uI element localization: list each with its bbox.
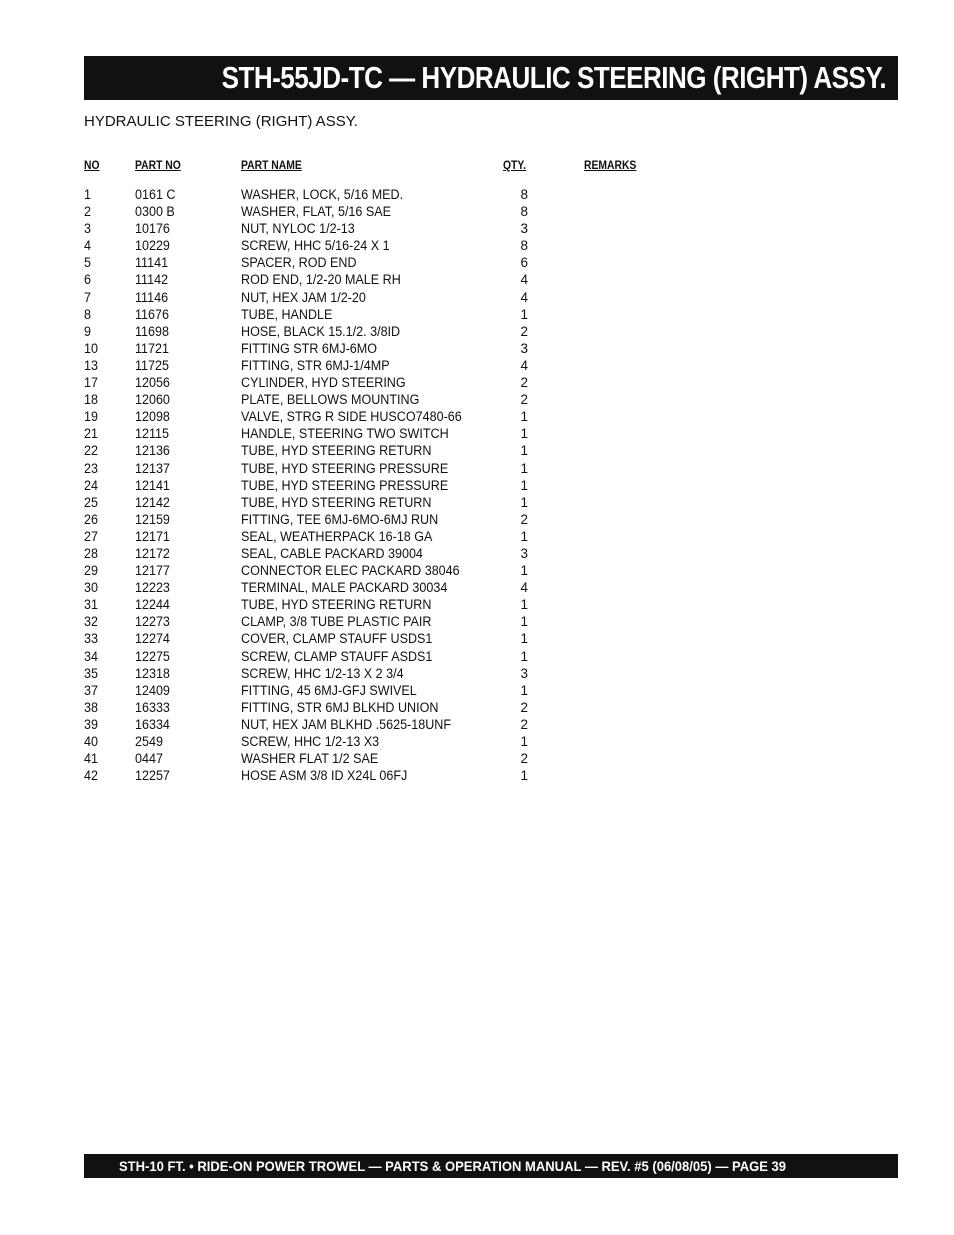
parts-list (0, 186, 954, 784)
part-number-index: 1 (84, 187, 91, 202)
part-number-index: 30 (84, 580, 98, 596)
part-number: 12274 (135, 631, 170, 647)
part-quantity: 3 (520, 340, 528, 356)
part-number-index: 22 (84, 443, 98, 459)
table-row (0, 237, 954, 254)
part-quantity: 2 (520, 375, 528, 391)
table-row (0, 716, 954, 733)
table-row (0, 648, 954, 665)
part-quantity: 1 (520, 734, 528, 749)
part-quantity: 1 (520, 768, 528, 784)
part-number-index: 7 (84, 289, 91, 305)
part-number: 12172 (135, 545, 170, 561)
table-row (0, 699, 954, 716)
part-quantity: 1 (520, 682, 528, 698)
part-number-index: 28 (84, 545, 98, 561)
table-row (0, 477, 954, 494)
column-header-remarks: REMARKS (584, 160, 637, 172)
part-number-index: 33 (84, 631, 98, 647)
part-quantity: 1 (520, 306, 528, 322)
part-number-index: 10 (84, 340, 98, 356)
part-number: 12318 (135, 665, 170, 681)
part-quantity: 1 (520, 460, 528, 476)
part-number-index: 9 (84, 323, 91, 339)
page-footer-bar (84, 1154, 898, 1178)
part-name: FITTING, TEE 6MJ-6MO-6MJ RUN (241, 511, 439, 527)
part-quantity: 2 (520, 392, 528, 408)
part-name: WASHER, FLAT, 5/16 SAE (241, 204, 392, 220)
part-name: FITTING STR 6MJ-6MO (241, 340, 378, 356)
part-quantity: 4 (520, 289, 528, 305)
part-number-index: 29 (84, 563, 98, 579)
part-number: 11141 (135, 255, 169, 271)
part-number: 12171 (135, 528, 170, 544)
part-number-index: 17 (84, 375, 98, 391)
part-quantity: 4 (520, 580, 528, 596)
part-number: 12060 (135, 392, 170, 408)
part-number-index: 23 (84, 460, 98, 476)
part-number: 0447 (135, 751, 163, 767)
part-number: 12409 (135, 682, 170, 698)
part-number-index: 35 (84, 665, 98, 681)
table-row (0, 579, 954, 596)
part-number: 11146 (135, 289, 169, 305)
part-number: 12273 (135, 614, 170, 630)
part-number: 2549 (135, 734, 163, 749)
part-number-index: 39 (84, 716, 98, 732)
table-row (0, 340, 954, 357)
table-row (0, 408, 954, 425)
part-name: TUBE, HYD STEERING PRESSURE (241, 460, 449, 476)
table-row (0, 511, 954, 528)
part-number-index: 8 (84, 306, 91, 322)
part-number-index: 41 (84, 751, 98, 767)
table-row (0, 562, 954, 579)
table-row (0, 391, 954, 408)
part-number: 12098 (135, 409, 170, 425)
page-footer: STH-10 FT. • RIDE-ON POWER TROWEL — PARTS & OPERATION MANUAL — REV. #5 (06/08/05) — PAGE 39 (119, 1158, 787, 1174)
table-row (0, 289, 954, 306)
part-quantity: 8 (520, 204, 528, 220)
part-name: WASHER, LOCK, 5/16 MED. (241, 187, 404, 202)
table-row (0, 460, 954, 477)
part-name: HOSE ASM 3/8 ID X24L 06FJ (241, 768, 408, 784)
part-number-index: 25 (84, 494, 98, 510)
column-header-qty: QTY. (503, 160, 527, 172)
part-number-index: 26 (84, 511, 98, 527)
part-quantity: 2 (520, 699, 528, 715)
part-quantity: 1 (520, 494, 528, 510)
part-number: 16333 (135, 699, 170, 715)
part-name: CONNECTOR ELEC PACKARD 38046 (241, 563, 460, 579)
part-number-index: 3 (84, 221, 91, 237)
part-number: 12141 (135, 477, 170, 493)
part-quantity: 2 (520, 751, 528, 767)
section-subtitle: HYDRAULIC STEERING (RIGHT) ASSY. (84, 113, 358, 130)
part-number: 12115 (135, 426, 169, 442)
part-quantity: 6 (520, 255, 528, 271)
column-header-no: NO (84, 160, 100, 172)
part-name: TUBE, HYD STEERING RETURN (241, 443, 432, 459)
part-number-index: 31 (84, 597, 98, 613)
part-number: 11698 (135, 323, 169, 339)
part-number-index: 4 (84, 238, 91, 254)
part-quantity: 1 (520, 614, 528, 630)
part-name: COVER, CLAMP STAUFF USDS1 (241, 631, 433, 647)
part-quantity: 4 (520, 272, 528, 288)
part-number-index: 34 (84, 648, 98, 664)
part-name: FITTING, STR 6MJ BLKHD UNION (241, 699, 439, 715)
part-number: 11142 (135, 272, 169, 288)
page-title: STH-55JD-TC — HYDRAULIC STEERING (RIGHT) ASSY. (221, 60, 886, 95)
part-name: FITTING, STR 6MJ-1/4MP (241, 357, 390, 373)
table-row (0, 323, 954, 340)
part-number-index: 37 (84, 682, 98, 698)
part-number-index: 2 (84, 204, 91, 220)
part-name: VALVE, STRG R SIDE HUSCO7480-66 (241, 409, 462, 425)
part-number-index: 38 (84, 699, 98, 715)
part-name: SCREW, HHC 1/2-13 X3 (241, 734, 380, 749)
part-name: CYLINDER, HYD STEERING (241, 375, 406, 391)
part-name: WASHER FLAT 1/2 SAE (241, 751, 379, 767)
table-row (0, 203, 954, 220)
part-name: TUBE, HYD STEERING RETURN (241, 597, 432, 613)
table-row (0, 733, 954, 750)
part-number: 12275 (135, 648, 170, 664)
part-name: TERMINAL, MALE PACKARD 30034 (241, 580, 448, 596)
part-number-index: 40 (84, 734, 98, 749)
part-number: 11676 (135, 306, 169, 322)
table-row (0, 596, 954, 613)
part-number: 12177 (135, 563, 170, 579)
part-quantity: 1 (520, 426, 528, 442)
part-number: 12136 (135, 443, 170, 459)
part-name: CLAMP, 3/8 TUBE PLASTIC PAIR (241, 614, 432, 630)
part-quantity: 3 (520, 221, 528, 237)
part-name: ROD END, 1/2-20 MALE RH (241, 272, 401, 288)
table-row (0, 545, 954, 562)
part-quantity: 1 (520, 409, 528, 425)
table-row (0, 528, 954, 545)
part-quantity: 1 (520, 631, 528, 647)
part-quantity: 4 (520, 357, 528, 373)
column-header-part-name: PART NAME (241, 160, 302, 172)
part-quantity: 1 (520, 528, 528, 544)
part-name: TUBE, HYD STEERING RETURN (241, 494, 432, 510)
table-row (0, 750, 954, 767)
part-name: SEAL, WEATHERPACK 16-18 GA (241, 528, 433, 544)
part-quantity: 1 (520, 563, 528, 579)
part-quantity: 1 (520, 477, 528, 493)
part-number: 12142 (135, 494, 170, 510)
table-row (0, 613, 954, 630)
part-quantity: 2 (520, 716, 528, 732)
part-name: HOSE, BLACK 15.1/2. 3/8ID (241, 323, 401, 339)
part-quantity: 1 (520, 443, 528, 459)
part-quantity: 2 (520, 323, 528, 339)
part-number-index: 21 (84, 426, 98, 442)
table-row (0, 767, 954, 784)
part-quantity: 1 (520, 597, 528, 613)
table-row (0, 374, 954, 391)
part-name: NUT, HEX JAM 1/2-20 (241, 289, 366, 305)
table-row (0, 254, 954, 271)
part-number: 0300 B (135, 204, 175, 220)
page-title-bar (84, 56, 898, 100)
part-name: NUT, NYLOC 1/2-13 (241, 221, 355, 237)
table-row (0, 306, 954, 323)
part-number: 12244 (135, 597, 170, 613)
part-number-index: 32 (84, 614, 98, 630)
part-number: 12056 (135, 375, 170, 391)
table-row (0, 442, 954, 459)
part-number-index: 27 (84, 528, 98, 544)
part-number-index: 19 (84, 409, 98, 425)
part-name: TUBE, HANDLE (241, 306, 333, 322)
part-name: SCREW, HHC 5/16-24 X 1 (241, 238, 390, 254)
table-row (0, 665, 954, 682)
part-name: HANDLE, STEERING TWO SWITCH (241, 426, 449, 442)
table-row (0, 425, 954, 442)
part-number-index: 24 (84, 477, 98, 493)
part-number: 16334 (135, 716, 170, 732)
part-quantity: 3 (520, 665, 528, 681)
part-quantity: 8 (520, 238, 528, 254)
part-name: PLATE, BELLOWS MOUNTING (241, 392, 420, 408)
table-row (0, 271, 954, 288)
column-header-part-no: PART NO (135, 160, 181, 172)
part-name: FITTING, 45 6MJ-GFJ SWIVEL (241, 682, 417, 698)
table-row (0, 357, 954, 374)
part-name: SCREW, CLAMP STAUFF ASDS1 (241, 648, 433, 664)
table-row (0, 630, 954, 647)
part-number-index: 18 (84, 392, 98, 408)
part-number: 12257 (135, 768, 170, 784)
part-number: 12223 (135, 580, 170, 596)
part-name: TUBE, HYD STEERING PRESSURE (241, 477, 449, 493)
table-row (0, 186, 954, 203)
part-number: 11725 (135, 357, 169, 373)
part-number: 0161 C (135, 187, 176, 202)
part-name: NUT, HEX JAM BLKHD .5625-18UNF (241, 716, 452, 732)
part-number-index: 13 (84, 357, 98, 373)
part-number-index: 5 (84, 255, 91, 271)
part-name: SPACER, ROD END (241, 255, 357, 271)
part-quantity: 1 (520, 648, 528, 664)
part-number: 12159 (135, 511, 170, 527)
part-quantity: 2 (520, 511, 528, 527)
part-number: 10176 (135, 221, 170, 237)
table-row (0, 494, 954, 511)
table-row (0, 682, 954, 699)
table-row (0, 220, 954, 237)
part-number: 10229 (135, 238, 170, 254)
part-quantity: 3 (520, 545, 528, 561)
part-name: SEAL, CABLE PACKARD 39004 (241, 545, 423, 561)
part-name: SCREW, HHC 1/2-13 X 2 3/4 (241, 665, 404, 681)
part-number-index: 42 (84, 768, 98, 784)
part-number: 11721 (135, 340, 169, 356)
part-number-index: 6 (84, 272, 91, 288)
part-quantity: 8 (520, 187, 528, 202)
part-number: 12137 (135, 460, 170, 476)
